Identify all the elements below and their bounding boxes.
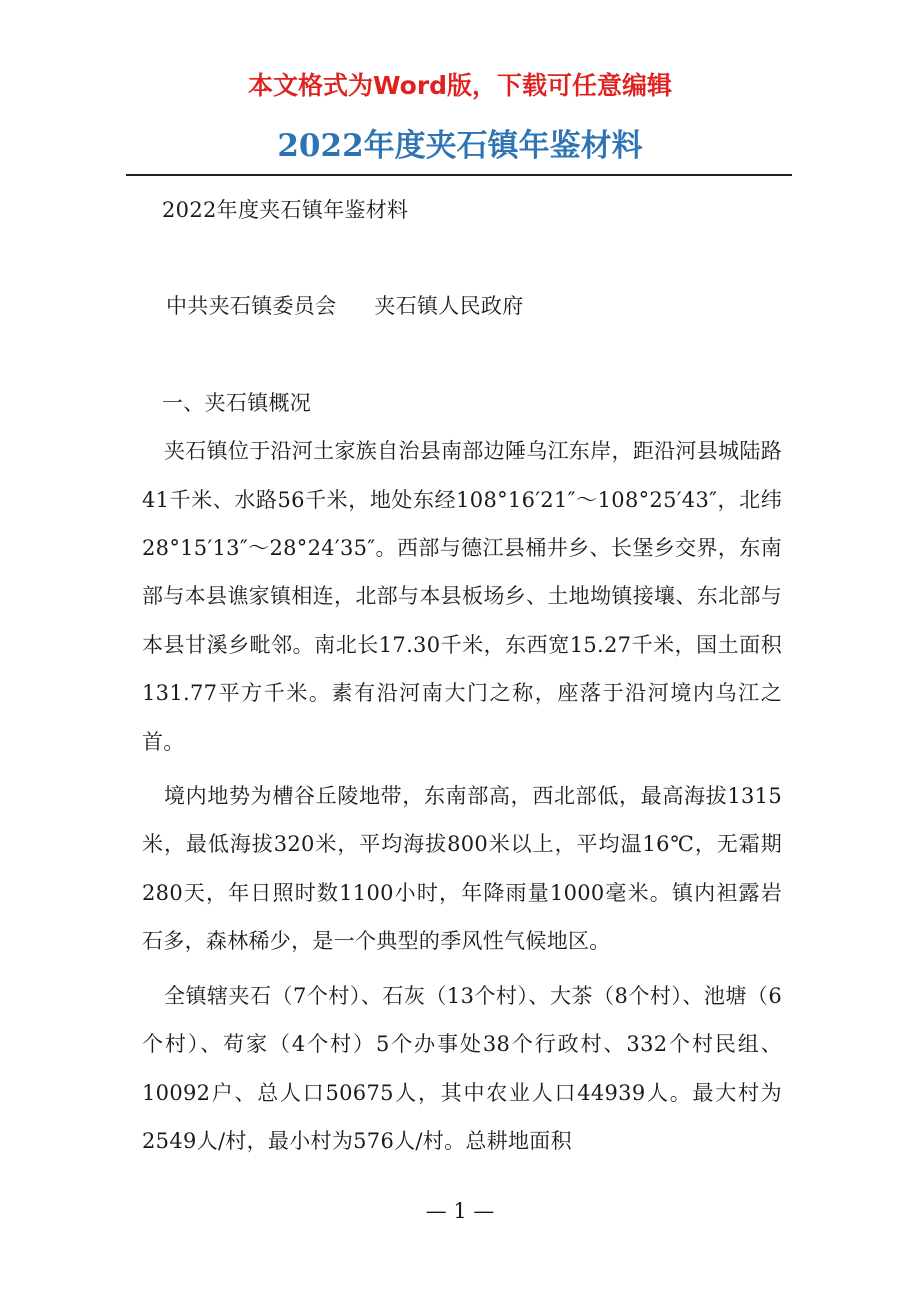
- issuer-party: 中共夹石镇委员会: [166, 294, 337, 319]
- document-body: [142, 186, 782, 1165]
- document-subtitle: 2022年度夹石镇年鉴材料: [162, 198, 409, 222]
- page-number: — 1 —: [425, 1199, 495, 1223]
- editable-format-banner: 本文格式为Word版，下载可任意编辑: [247, 71, 673, 100]
- issuer-government: 夹石镇人民政府: [374, 294, 524, 319]
- section-heading: 一、夹石镇概况: [162, 390, 312, 415]
- document-title: 2022年度夹石镇年鉴材料: [277, 128, 643, 164]
- paragraph-administration: 全镇辖夹石（7个村）、石灰（13个村）、大茶（8个村）、池塘（6个村）、苟家（4个村）5个办事处38个行政村、332个村民组、10092户、总人口50675人，其中农业人口44939人。最大村为2549人/村，最小村为576人/村。总耕地面积: [142, 983, 782, 1153]
- paragraph-terrain-climate: 境内地势为槽谷丘陵地带，东南部高，西北部低，最高海拔1315米，最低海拔320米，平均海拔800米以上，平均温16℃，无霜期280天，年日照时数1100小时，年降雨量1000毫米。镇内袒露岩石多，森林稀少，是一个典型的季风性气候地区。: [142, 784, 782, 954]
- header-divider: [126, 174, 792, 176]
- paragraph-location: 夹石镇位于沿河土家族自治县南部边陲乌江东岸，距沿河县城陆路41千米、水路56千米，地处东经108°16′21″～108°25′43″，北纬28°15′13″～28°24′35″。西部与德江县桶井乡、长堡乡交界，东南部与本县谯家镇相连，北部与本县板场乡、土地坳镇接壤、东北部与本县甘溪乡毗邻。南北长17.30千米，东西宽15.27千米，国土面积131.77平方千米。素有沿河南大门之称，座落于沿河境内乌江之首。: [142, 439, 782, 754]
- issuer-line: [142, 282, 782, 330]
